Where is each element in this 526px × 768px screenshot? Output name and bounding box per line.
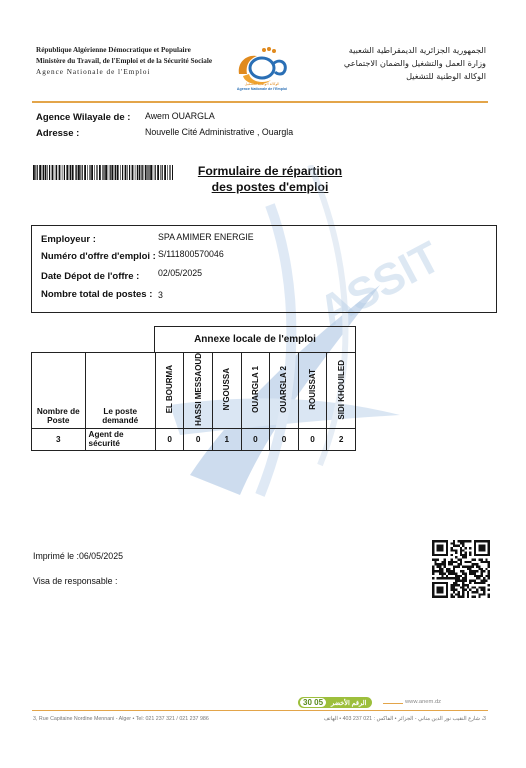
location-rouissat: ROUISSAT	[308, 369, 318, 410]
qr-code-icon	[432, 540, 490, 598]
deposit-date-value: 02/05/2025	[158, 268, 203, 278]
header-fr-republic: République Algérienne Démocratique et Populaire	[36, 46, 191, 54]
visa-label: Visa de responsable :	[33, 576, 118, 586]
location-hassi-messaoud: HASSI MESSAOUD	[193, 353, 203, 426]
footer-address-fr: 3, Rue Capitaine Nordine Mennani - Alger • Tel: 021 237 321 / 021 237 986	[33, 716, 209, 722]
offer-number-value: S/111800570046	[158, 249, 224, 259]
wilaya-label: Agence Wilayale de :	[36, 112, 131, 123]
address-value: Nouvelle Cité Administrative , Ouargla	[145, 127, 294, 137]
col-header-location	[327, 353, 356, 429]
footer-website[interactable]: www.anem.dz	[405, 699, 442, 705]
col-header-location	[270, 353, 299, 429]
footer-divider	[32, 710, 488, 711]
green-number-badge	[298, 697, 372, 708]
col-header-nombre-text: Nombre de Poste	[36, 406, 80, 425]
annex-table	[31, 352, 356, 451]
footer-address-ar: 3، شارع النقيب نور الدين مناني - الجزائر • الفاكس : 021 237 403 • الهاتف	[323, 716, 486, 722]
printed-date: Imprimé le :06/05/2025	[33, 551, 123, 561]
wilaya-value: Awem OUARGLA	[145, 111, 215, 121]
logo-caption-fr: Agence Nationale de l'Emploi	[236, 86, 288, 91]
cell-count: 2	[327, 428, 356, 450]
total-posts-label: Nombre total de postes :	[41, 289, 153, 300]
header-ar-republic: الجمهورية الجزائرية الديمقراطية الشعبية	[348, 45, 486, 55]
table-row	[32, 428, 356, 450]
table-header-row	[32, 353, 356, 429]
cell-count: 0	[270, 428, 299, 450]
col-header-poste	[85, 353, 155, 429]
header-fr	[36, 45, 212, 78]
header-ar-ministry: وزارة العمل والتشغيل والضمان الاجتماعي	[343, 58, 486, 68]
col-header-poste-text: Le poste demandé	[102, 406, 139, 425]
location-ouargla-2: OUARGLA 2	[279, 366, 289, 413]
col-header-location	[184, 353, 213, 429]
col-header-nombre	[32, 353, 86, 429]
location-sidi-khouiled: SIDI KHOUILED	[336, 359, 346, 420]
address-label: Adresse :	[36, 128, 80, 139]
logo-caption-ar: الوكالة الوطنية للتشغيل	[244, 82, 280, 86]
cell-poste: Agent de sécurité	[85, 428, 155, 450]
employer-value: SPA AMIMER ENERGIE	[158, 232, 254, 242]
location-el-bourma: EL BOURMA	[165, 365, 175, 414]
footer-web-divider	[383, 703, 403, 704]
location-ngoussa: N'GOUSSA	[222, 368, 232, 411]
header-fr-ministry: Ministère du Travail, de l'Emploi et de la Sécurité Sociale	[36, 57, 213, 65]
header-ar	[344, 44, 486, 83]
annex-header: Annexe locale de l'emploi	[155, 327, 356, 353]
annex-header-table	[154, 326, 356, 353]
employer-label: Employeur :	[41, 234, 96, 245]
col-header-location	[155, 353, 184, 429]
green-number: 30 05	[300, 698, 326, 707]
offer-number-label: Numéro d'offre d'emploi :	[41, 251, 156, 262]
form-title-line1: Formulaire de répartition	[197, 164, 343, 178]
cell-count: 0	[184, 428, 213, 450]
header-fr-agency: Agence Nationale de l'Emploi	[36, 68, 151, 76]
cell-nombre: 3	[32, 428, 86, 450]
col-header-location	[298, 353, 327, 429]
logo-caption	[229, 82, 295, 91]
location-ouargla-1: OUARGLA 1	[250, 366, 260, 413]
cell-count: 0	[298, 428, 327, 450]
form-title-line2: des postes d'emploi	[211, 179, 329, 194]
cell-count: 0	[155, 428, 184, 450]
header-ar-agency: الوكالة الوطنية للتشغيل	[406, 71, 486, 81]
col-header-location	[241, 353, 270, 429]
total-posts-value: 3	[158, 290, 163, 300]
col-header-location	[212, 353, 241, 429]
header-divider	[32, 101, 488, 103]
watermark-text: ASSIT	[311, 232, 449, 337]
cell-count: 0	[241, 428, 270, 450]
cell-count: 1	[212, 428, 241, 450]
deposit-date-label: Date Dépot de l'offre :	[41, 271, 140, 282]
green-number-label: الرقم الأخضر	[331, 699, 367, 707]
